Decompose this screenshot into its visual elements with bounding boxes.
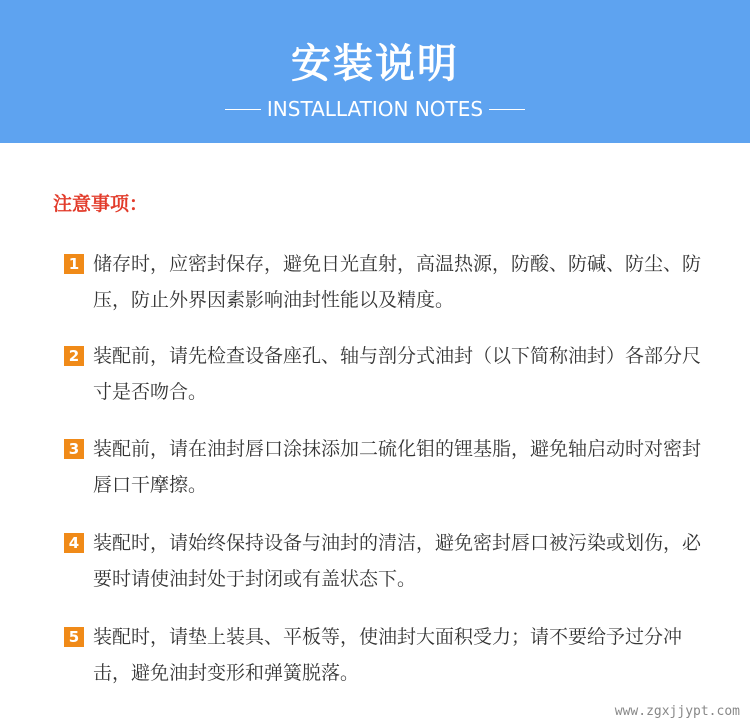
watermark-text: www.zgxjjypt.com <box>614 704 740 719</box>
subtitle-text: INSTALLATION NOTES <box>266 97 484 121</box>
number-badge-3: 3 <box>64 439 84 459</box>
list-item-4 <box>64 525 704 597</box>
list-item-5 <box>64 619 704 691</box>
subtitle-left-rule <box>225 109 261 110</box>
page-subtitle <box>0 97 750 121</box>
item-text-5: 装配时，请垫上装具、平板等，使油封大面积受力；请不要给予过分冲击，避免油封变形和弹簧脱落。 <box>93 626 683 684</box>
number-badge-4: 4 <box>64 533 84 553</box>
notice-label: 注意事项： <box>53 193 149 215</box>
number-badge-5: 5 <box>64 627 84 647</box>
item-text-2: 装配前，请先检查设备座孔、轴与剖分式油封（以下简称油封）各部分尺寸是否吻合。 <box>93 345 702 403</box>
list-item-3 <box>64 431 704 503</box>
item-text-3: 装配前，请在油封唇口涂抹添加二硫化钼的锂基脂，避免轴启动时对密封唇口干摩擦。 <box>93 438 702 496</box>
item-text-1: 储存时，应密封保存，避免日光直射，高温热源，防酸、防碱、防尘、防压，防止外界因素影响油封性能以及精度。 <box>93 253 702 311</box>
subtitle-right-rule <box>489 109 525 110</box>
header-banner <box>0 0 750 143</box>
item-text-4: 装配时，请始终保持设备与油封的清洁，避免密封唇口被污染或划伤，必要时请使油封处于封闭或有盖状态下。 <box>93 532 702 590</box>
list-item-1 <box>64 246 704 318</box>
list-item-2 <box>64 338 704 410</box>
page-title: 安装说明 <box>291 41 459 87</box>
number-badge-2: 2 <box>64 346 84 366</box>
number-badge-1: 1 <box>64 254 84 274</box>
